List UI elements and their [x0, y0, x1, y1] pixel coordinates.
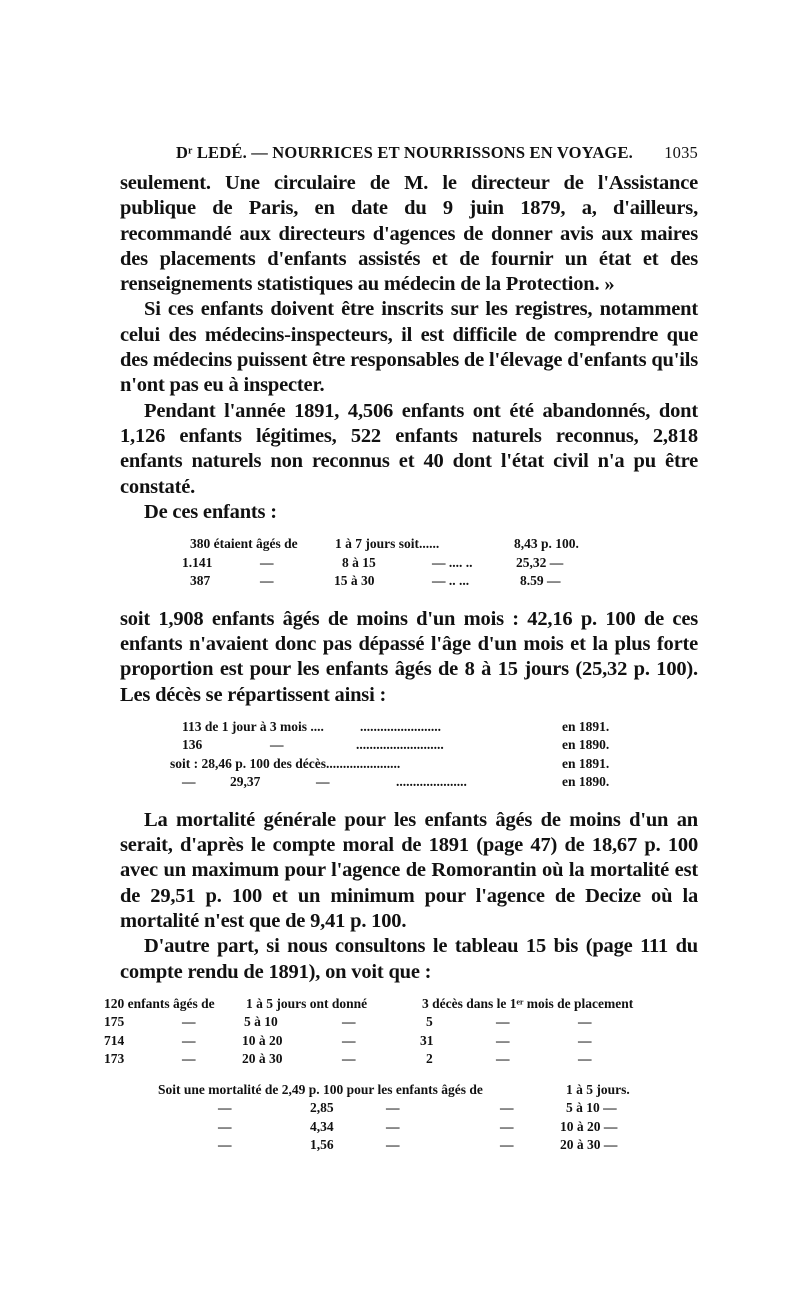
ages-table: [120, 535, 698, 591]
placements-table: [104, 995, 698, 1069]
page-number: 1035: [664, 143, 698, 162]
mortality-table: [120, 1081, 698, 1155]
paragraph-7: D'autre part, si nous consultons le tableau 15 bis (page 111 du compte rendu de 1891), on voit que :: [120, 935, 698, 983]
table-row: — 1,56 — — 20 à 30 —: [218, 1137, 618, 1153]
paragraph-1: seulement. Une circulaire de M. le directeur de l'Assistance publique de Paris, en date du 9 juin 1879, a, d'ailleurs, recommandé aux directeurs d'agences de donner avis aux maires des placements d'enfants assistés et de fournir un état et des renseignements statistiques au médecin de la Protection. »: [120, 172, 698, 296]
table-row: 136 — .......................... en 1890.: [182, 737, 610, 753]
paragraph-5: soit 1,908 enfants âgés de moins d'un mois : 42,16 p. 100 de ces enfants n'avaient donc pas dépassé l'âge d'un mois et la plus forte proportion est pour les enfants âgés de 8 à 15 jours (25,32 p. 100). Les décès se répartissent ainsi :: [120, 607, 698, 706]
table-row: Soit une mortalité de 2,49 p. 100 pour les enfants âgés de 1 à 5 jours.: [158, 1081, 630, 1097]
deaths-table: [120, 718, 698, 792]
table-row: — 29,37 — ..................... en 1890.: [182, 774, 610, 790]
running-head-title: Dʳ LEDÉ. — NOURRICES ET NOURRISSONS EN VOYAGE.: [176, 143, 633, 162]
table-header-row: 120 enfants âgés de 1 à 5 jours ont donné 3 décès dans le 1ᵉʳ mois de placement: [104, 995, 634, 1011]
table-row: 380 étaient âgés de 1 à 7 jours soit...... 8,43 p. 100.: [190, 536, 579, 552]
paragraph-3: Pendant l'année 1891, 4,506 enfants ont été abandonnés, dont 1,126 enfants légitimes, 522 enfants naturels reconnus, 2,818 enfants naturels non reconnus et 40 dont l'état civil n'a pu être constaté.: [120, 399, 698, 498]
paragraph-2: Si ces enfants doivent être inscrits sur les registres, notamment celui des médecins-inspecteurs, il est difficile de comprendre que des médecins puissent être responsables de l'élevage d'enfants qu'ils n'ont pas eu à inspecter.: [120, 298, 698, 397]
table-row: soit : 28,46 p. 100 des décès...................... en 1891.: [170, 755, 610, 771]
book-page: [104, 143, 698, 1155]
running-head: [120, 143, 698, 171]
table-row: — 2,85 — — 5 à 10 —: [218, 1100, 617, 1116]
table-row: 173 — 20 à 30 — 2 — —: [104, 1051, 592, 1067]
table-row: 387 — 15 à 30 — .. ... 8.59 —: [190, 573, 561, 589]
table-row: — 4,34 — — 10 à 20 —: [218, 1118, 618, 1134]
paragraph-4: De ces enfants :: [144, 500, 277, 523]
paragraph-6: La mortalité générale pour les enfants âgés de moins d'un an serait, d'après le compte moral de 1891 (page 47) de 18,67 p. 100 avec un maximum pour l'agence de Romorantin où la mortalité est de 29,51 p. 100 et un minimum pour l'agence de Decize où la mortalité n'est que de 9,41 p. 100.: [120, 808, 698, 933]
table-row: 714 — 10 à 20 — 31 — —: [104, 1032, 592, 1048]
table-row: 113 de 1 jour à 3 mois .... ........................ en 1891.: [182, 718, 610, 734]
table-row: 175 — 5 à 10 — 5 — —: [104, 1014, 592, 1030]
table-row: 1.141 — 8 à 15 — .... .. 25,32 —: [182, 554, 564, 570]
